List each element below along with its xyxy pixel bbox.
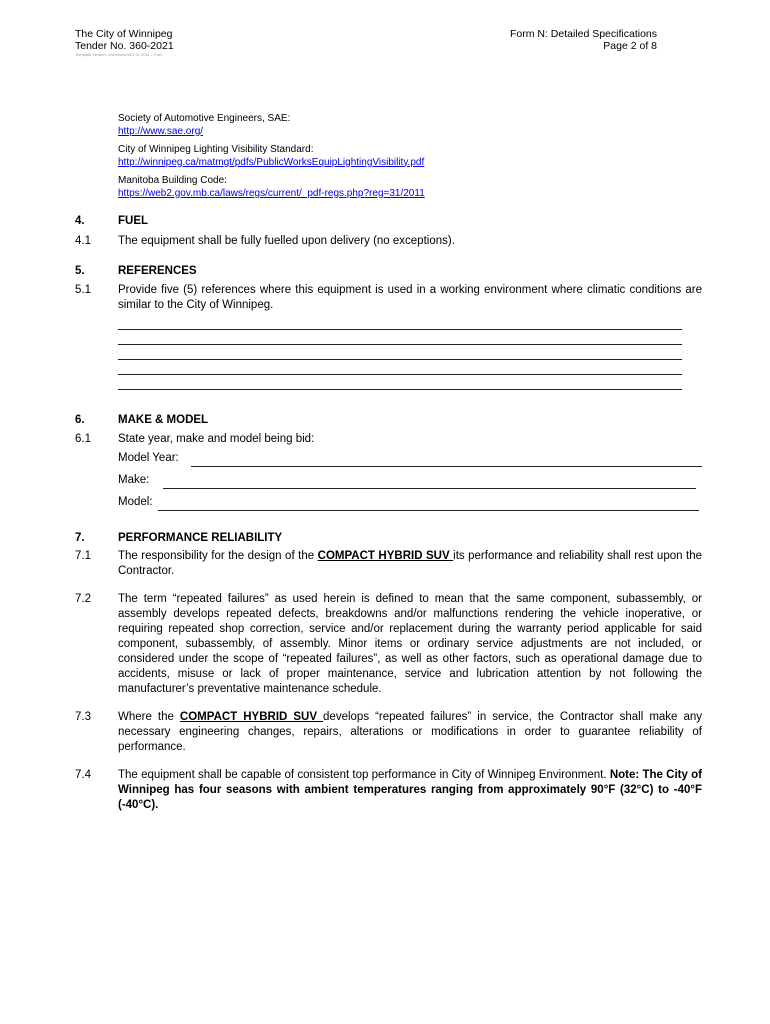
header-right [510, 28, 657, 52]
clause-7-1 [75, 549, 702, 579]
reference-blank-line[interactable] [118, 345, 682, 360]
ref-label: Society of Automotive Engineers, SAE: [118, 113, 291, 124]
clause-number: 7.2 [75, 593, 91, 605]
section-fuel [75, 214, 702, 249]
reference-blank-line[interactable] [118, 330, 682, 345]
model-input-line[interactable] [158, 510, 699, 511]
section-title: MAKE & MODEL [118, 414, 209, 426]
clause-text: State year, make and model being bid: [118, 433, 315, 445]
clause [75, 432, 702, 447]
model-label: Model: [118, 496, 153, 508]
section-heading [75, 214, 702, 229]
ref-label: Manitoba Building Code: [118, 175, 227, 186]
section-number: 6. [75, 414, 85, 426]
section-performance-reliability [75, 531, 702, 813]
clause-7-3 [75, 710, 702, 755]
section-title: REFERENCES [118, 265, 197, 277]
ref-sae [118, 113, 425, 138]
product-name: COMPACT HYBRID SUV [317, 550, 454, 562]
clause [75, 283, 702, 313]
reference-blank-line[interactable] [118, 315, 682, 330]
section-title: PERFORMANCE RELIABILITY [118, 532, 283, 544]
make-label: Make: [118, 474, 150, 486]
climate-note: Note: The City of Winnipeg has four seasons with ambient temperatures ranging from approximately 90°F (32°C) to -40°F (-40°C). [118, 769, 702, 811]
section-heading [75, 413, 702, 428]
header-template-version: Template Version: eServices2021 01 2011 – Fuel [75, 52, 162, 57]
section-references [75, 264, 702, 390]
clause [75, 234, 702, 249]
make-field [75, 473, 702, 495]
section-make-model [75, 413, 702, 517]
section-title: FUEL [118, 215, 149, 227]
section-heading [75, 531, 702, 546]
header-left [75, 28, 174, 57]
section-number: 5. [75, 265, 85, 277]
clause-number: 6.1 [75, 433, 91, 445]
ref-link[interactable]: https://web2.gov.mb.ca/laws/regs/current/_pdf-regs.php?reg=31/2011 [118, 187, 425, 199]
ref-building-code [118, 175, 425, 200]
clause-number: 7.3 [75, 711, 91, 723]
product-name: COMPACT HYBRID SUV [179, 711, 324, 723]
model-year-input-line[interactable] [191, 466, 702, 467]
header-org: The City of Winnipeg [75, 28, 173, 40]
model-year-field [75, 451, 702, 473]
clause-text: The responsibility for the design of the [118, 550, 318, 562]
clause-number: 7.1 [75, 550, 91, 562]
model-field [75, 495, 702, 517]
clause-text: Provide five (5) references where this equipment is used in a working environment where climatic conditions are similar to the City of Winnipeg. [118, 284, 702, 311]
clause-7-2 [75, 592, 702, 697]
make-input-line[interactable] [163, 488, 696, 489]
clause-number: 7.4 [75, 769, 91, 781]
model-year-label: Model Year: [118, 452, 179, 464]
clause-number: 5.1 [75, 284, 91, 296]
section-number: 4. [75, 215, 85, 227]
reference-blank-line[interactable] [118, 360, 682, 375]
header-page-number: Page 2 of 8 [603, 40, 657, 52]
clause-text: The term “repeated failures” as used herein is defined to mean that the same component, subassembly, or assembly develops repeated defects, breakdowns and/or malfunctions rendering the vehicle inoperative, or requiring repeated shop correction, service and/or replacement during the warranty period applicable for said component, subassembly, of assembly. Minor items or ordinary service adjustments are not included, or considered under the scope of “repeated failures”, as well as other factors, such as operational damage due to accidents, misuse or lack of proper maintenance, service and lubrication attention by not following the manufacturer’s preventative maintenance schedule. [118, 593, 702, 695]
clause-7-4 [75, 768, 702, 813]
ref-link[interactable]: http://www.sae.org/ [118, 125, 204, 137]
clause-text: its performance and reliability shall rest upon the Contractor. [118, 550, 702, 577]
clause-text: Where the [118, 711, 180, 723]
section-number: 7. [75, 532, 85, 544]
reference-blank-line[interactable] [118, 375, 682, 390]
header-tender: Tender No. 360-2021 [75, 40, 174, 52]
section-heading [75, 264, 702, 279]
clause-text: develops “repeated failures” in service, the Contractor shall make any necessary engineering changes, repairs, alterations or modifications in order to guarantee reliability of performance. [118, 711, 703, 753]
ref-lighting [118, 144, 425, 169]
header-form: Form N: Detailed Specifications [509, 28, 657, 40]
clause-text: The equipment shall be fully fuelled upon delivery (no exceptions). [118, 235, 455, 247]
reference-blank-lines [75, 315, 702, 390]
reference-links [118, 113, 425, 206]
clause-text: The equipment shall be capable of consistent top performance in City of Winnipeg Environment. [118, 769, 610, 781]
clause-number: 4.1 [75, 235, 91, 247]
ref-label: City of Winnipeg Lighting Visibility Standard: [118, 144, 314, 155]
ref-link[interactable]: http://winnipeg.ca/matmgt/pdfs/PublicWorksEquipLightingVisibility.pdf [118, 156, 425, 168]
